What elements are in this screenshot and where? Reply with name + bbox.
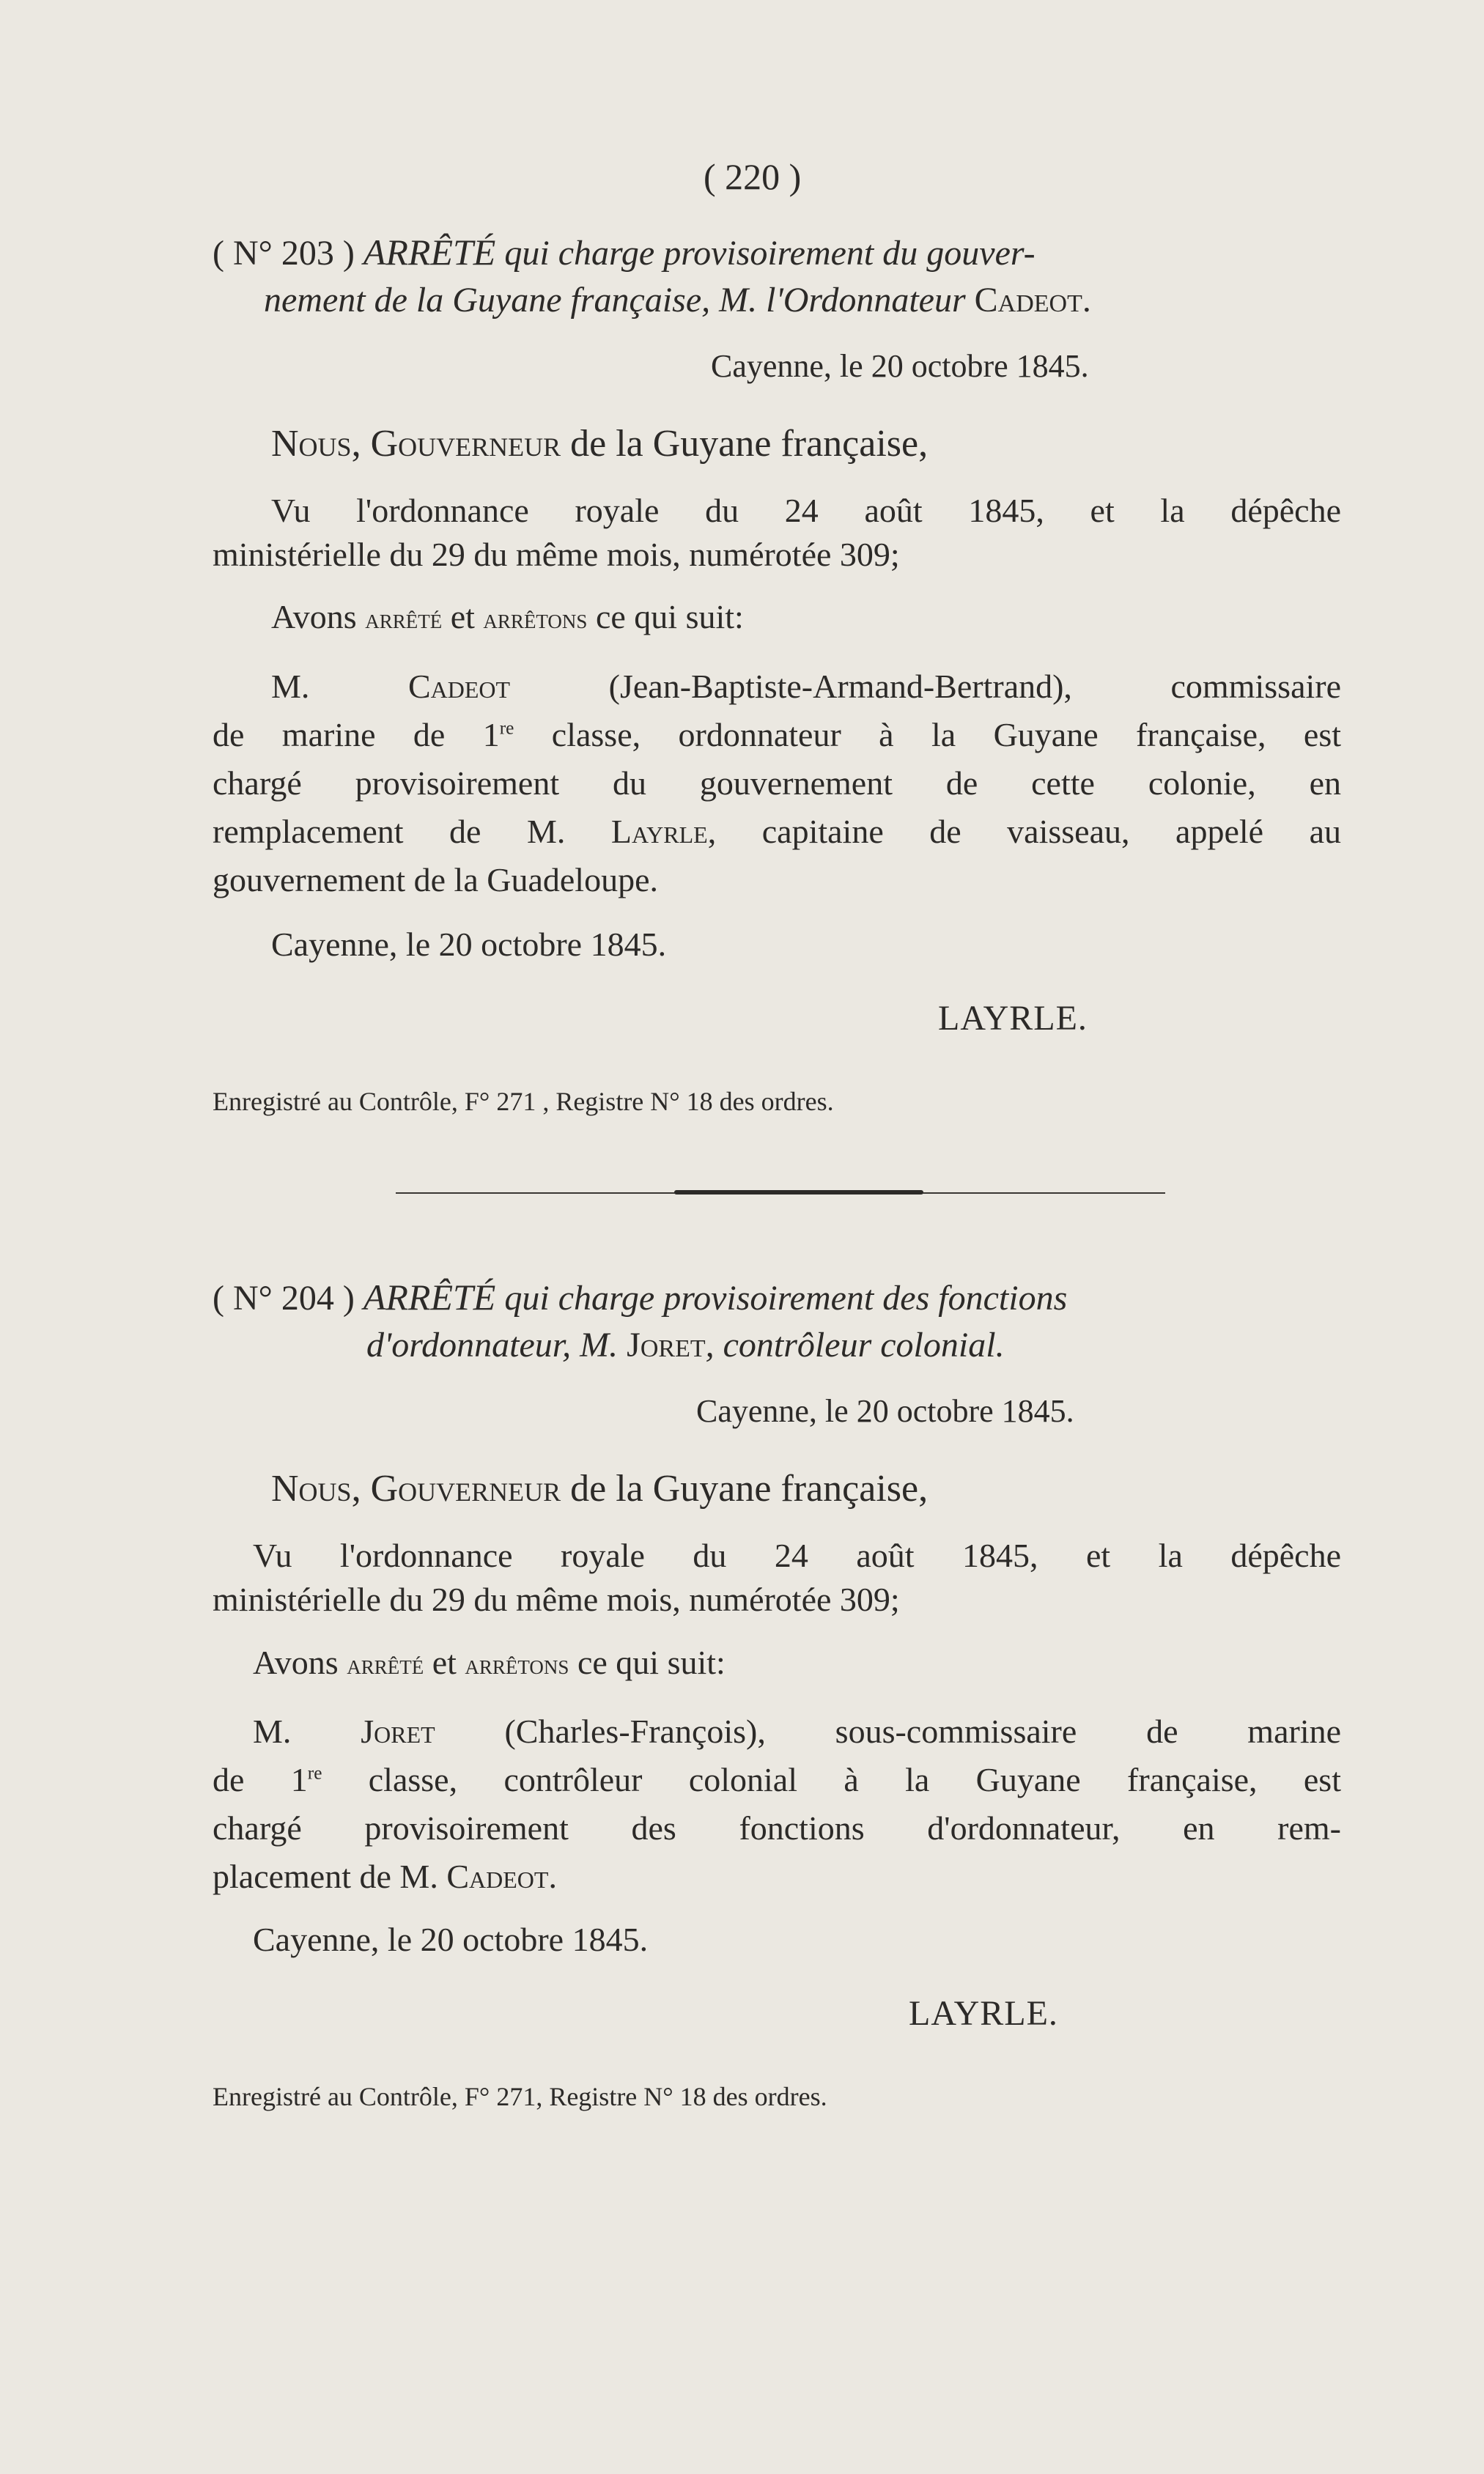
act1-p1-rest: (Jean-Baptiste-Armand-Bertrand), commissaire bbox=[608, 668, 1341, 705]
act1-registration: Enregistré au Contrôle, F° 271 , Registre N° 18 des ordres. bbox=[213, 1087, 834, 1116]
act2-et: et bbox=[432, 1644, 457, 1681]
act2-heading-name: Joret bbox=[627, 1326, 706, 1365]
act2-p4-name: Cadeot bbox=[446, 1858, 549, 1895]
act1-heading-name: Cadeot bbox=[974, 281, 1082, 320]
act1-avons-line bbox=[271, 597, 1400, 636]
act1-p1-name: Cadeot bbox=[407, 668, 511, 705]
act2-vu-line1: Vu l'ordonnance royale du 24 août 1845, et la dépêche bbox=[253, 1537, 1341, 1574]
act2-nous-rest: de la Guyane française, bbox=[570, 1468, 929, 1510]
act1-heading-line2: nement de la Guyane française, M. l'Ordonnateur Cadeot. bbox=[264, 281, 1091, 320]
act2-heading-text: qui charge provisoirement des fonctions bbox=[504, 1279, 1068, 1318]
act1-signature: LAYRLE. bbox=[938, 999, 1088, 1038]
act1-heading-text2: nement de la Guyane française, bbox=[264, 281, 711, 320]
act2-gouverneur: Gouverneur bbox=[370, 1468, 561, 1510]
act2-para-line1 bbox=[253, 1712, 1341, 1751]
act1-para-line2 bbox=[213, 715, 1341, 754]
act2-avons-line bbox=[253, 1643, 1381, 1682]
act1-p1-m: M. bbox=[271, 668, 310, 705]
act2-p1-m: M. bbox=[253, 1713, 292, 1750]
act2-arrete: arrêté bbox=[347, 1650, 424, 1680]
act2-para-line4: placement de M. Cadeot. bbox=[213, 1858, 557, 1895]
act2-arretons: arrêtons bbox=[465, 1650, 569, 1680]
act2-closing: Cayenne, le 20 octobre 1845. bbox=[253, 1921, 649, 1958]
act1-nous: Nous, bbox=[271, 423, 361, 465]
act1-para-line5: gouvernement de la Guadeloupe. bbox=[213, 861, 658, 898]
act2-p2-b: classe, contrôleur colonial à la Guyane française, est bbox=[322, 1761, 1341, 1798]
act2-registration: Enregistré au Contrôle, F° 271, Registre N° 18 des ordres. bbox=[213, 2082, 827, 2111]
act2-signature: LAYRLE. bbox=[909, 1994, 1058, 2033]
act1-p4-b: , capitaine de vaisseau, appelé au bbox=[707, 813, 1341, 850]
act2-avons: Avons bbox=[253, 1644, 339, 1681]
act1-et: et bbox=[450, 598, 475, 635]
act1-number: ( N° 203 ) bbox=[213, 234, 355, 273]
act2-p1-name: Joret bbox=[361, 1713, 435, 1750]
act1-heading-line1 bbox=[213, 229, 1036, 277]
act1-gouverneur: Gouverneur bbox=[370, 423, 561, 465]
act1-para-line4 bbox=[213, 812, 1341, 851]
act2-heading-text2: d'ordonnateur, bbox=[366, 1326, 572, 1365]
act1-para-line3: chargé provisoirement du gouvernement de cette colonie, en bbox=[213, 764, 1341, 802]
act2-heading-line1 bbox=[213, 1274, 1067, 1322]
act1-p2-sup: re bbox=[499, 717, 514, 739]
act1-para-line1 bbox=[271, 667, 1341, 706]
act2-number: ( N° 204 ) bbox=[213, 1279, 355, 1318]
act2-heading-line2 bbox=[366, 1322, 1005, 1369]
act2-vu-line2: ministérielle du 29 du même mois, numérotée 309; bbox=[213, 1581, 900, 1618]
act2-nous-line bbox=[271, 1467, 928, 1510]
act1-closing: Cayenne, le 20 octobre 1845. bbox=[271, 926, 667, 963]
act1-nous-rest: de la Guyane française, bbox=[570, 423, 929, 465]
act1-heading-text3: M. l'Ordonnateur bbox=[719, 281, 966, 320]
act1-heading-text: qui charge provisoirement du gouver- bbox=[504, 234, 1036, 273]
act1-place-date: Cayenne, le 20 octobre 1845. bbox=[711, 348, 1089, 384]
page-number: ( 220 ) bbox=[704, 156, 802, 197]
act1-title: ARRÊTÉ bbox=[363, 232, 496, 273]
act1-nous-line bbox=[271, 422, 928, 465]
act2-place-date: Cayenne, le 20 octobre 1845. bbox=[696, 1393, 1074, 1429]
act1-p2-a: de marine de 1 bbox=[213, 716, 500, 753]
section-divider-ornament bbox=[674, 1190, 923, 1194]
act1-p4-a: remplacement de M. bbox=[213, 813, 566, 850]
act1-suit: ce qui suit: bbox=[595, 598, 744, 635]
act2-nous: Nous, bbox=[271, 1468, 361, 1510]
act2-para-line3: chargé provisoirement des fonctions d'ordonnateur, en rem- bbox=[213, 1809, 1341, 1847]
act1-avons: Avons bbox=[271, 598, 357, 635]
act2-para-line2 bbox=[213, 1760, 1341, 1799]
act2-suit: ce qui suit: bbox=[577, 1644, 726, 1681]
act2-p1-rest: (Charles-François), sous-commissaire de marine bbox=[504, 1713, 1342, 1750]
act1-p2-b: classe, ordonnateur à la Guyane française, est bbox=[514, 716, 1341, 753]
act2-title: ARRÊTÉ bbox=[363, 1277, 496, 1318]
act1-arrete: arrêté bbox=[365, 604, 443, 635]
act2-heading-text3: M. bbox=[580, 1326, 619, 1365]
act2-heading-text4: , contrôleur colonial. bbox=[705, 1326, 1005, 1365]
act1-arretons: arrêtons bbox=[483, 604, 588, 635]
act1-vu-line1: Vu l'ordonnance royale du 24 août 1845, et la dépêche bbox=[271, 492, 1341, 529]
act1-p4-name: Layrle bbox=[610, 813, 708, 850]
act2-p2-a: de 1 bbox=[213, 1761, 308, 1798]
act2-p4-a: placement de M. bbox=[213, 1858, 438, 1895]
act1-vu-line2: ministérielle du 29 du même mois, numérotée 309; bbox=[213, 536, 900, 573]
act2-p2-sup: re bbox=[307, 1762, 322, 1784]
